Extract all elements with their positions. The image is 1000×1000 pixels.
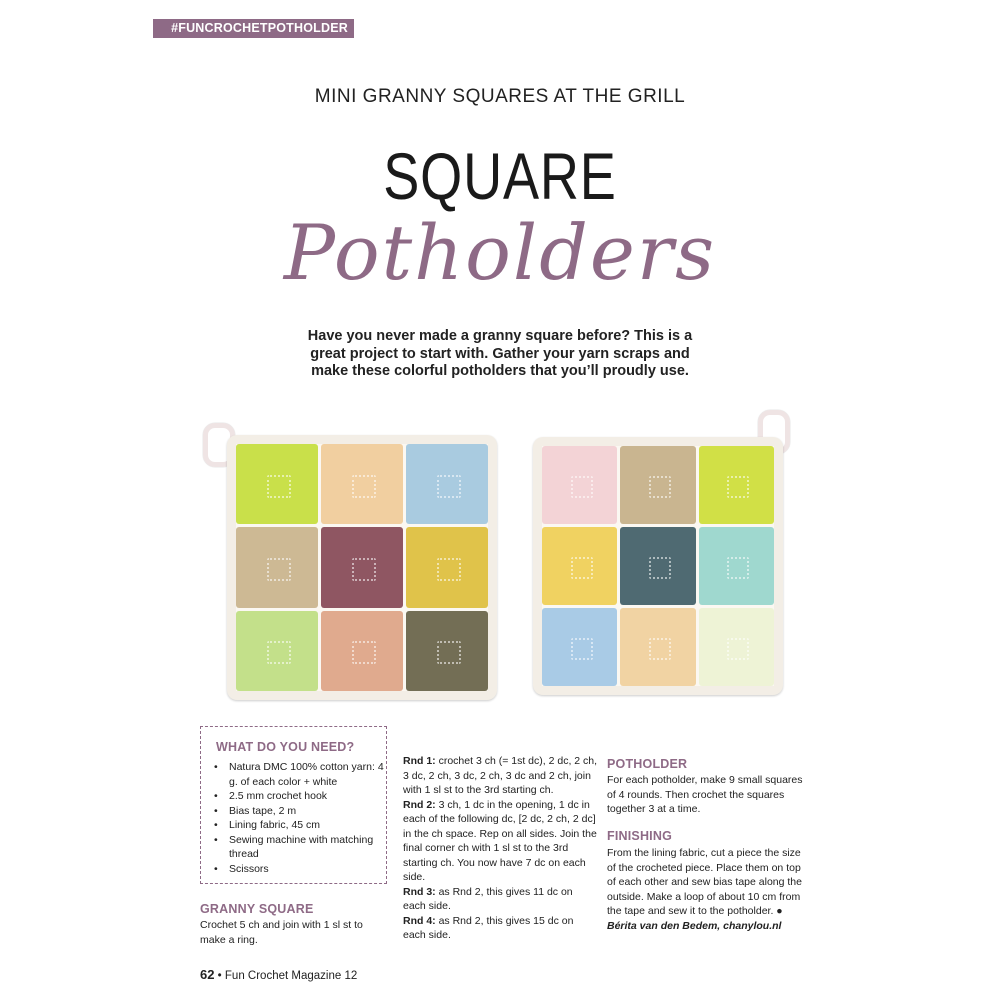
- round-1-text: crochet 3 ch (= 1st dc), 2 dc, 2 ch, 3 dc, 2 ch, 3 dc, 2 ch, 3 dc and 2 ch, join with 1 sl st to the 3rd starting ch.: [403, 755, 598, 796]
- left-potholder-grid: [236, 444, 488, 691]
- right-granny-square-tile: [542, 446, 617, 524]
- right-potholder: [533, 437, 783, 695]
- left-granny-square-tile: [406, 611, 488, 691]
- materials-heading: WHAT DO YOU NEED?: [216, 740, 355, 754]
- granny-square-text: Crochet 5 ch and join with 1 sl st to make a ring.: [200, 919, 363, 946]
- finishing-text-block: [607, 846, 807, 933]
- footer-separator: •: [217, 970, 222, 982]
- left-granny-square-tile: [236, 444, 318, 524]
- left-granny-square-tile: [236, 527, 318, 607]
- granny-square-heading: GRANNY SQUARE: [200, 902, 314, 916]
- round-4-text: as Rnd 2, this gives 15 dc on each side.: [403, 914, 574, 941]
- left-potholder: [227, 435, 497, 700]
- round-2-label: Rnd 2:: [403, 798, 436, 811]
- finishing-heading: FINISHING: [607, 829, 672, 843]
- page-footer: [200, 967, 357, 982]
- left-granny-square-tile: [406, 444, 488, 524]
- right-granny-square-tile: [542, 527, 617, 605]
- list-item: • Lining fabric, 45 cm: [213, 818, 388, 833]
- left-granny-square-tile: [236, 611, 318, 691]
- right-granny-square-tile: [699, 527, 774, 605]
- list-item: • Bias tape, 2 m: [213, 804, 388, 819]
- round-3-text: as Rnd 2, this gives 11 dc on each side.: [403, 885, 573, 912]
- right-granny-square-tile: [699, 608, 774, 686]
- rounds-instructions: [403, 754, 598, 943]
- section-hashtag-label: #FUNCROCHETPOTHOLDER: [153, 19, 354, 38]
- left-granny-square-tile: [321, 527, 403, 607]
- round-3-label: Rnd 3:: [403, 885, 436, 898]
- materials-list: [213, 760, 388, 876]
- page-title-script: Potholders: [283, 208, 717, 297]
- finishing-text: From the lining fabric, cut a piece the size of the crocheted piece. Place them on top of each other and sew bias tape along the outside. Make a loop of about 10 cm from the tape and sew it to the potholder. ●: [607, 847, 802, 917]
- potholders-photo: [195, 405, 805, 705]
- right-granny-square-tile: [699, 446, 774, 524]
- round-1-label: Rnd 1:: [403, 755, 436, 767]
- round-2-text: 3 ch, 1 dc in the opening, 1 dc in each of the following dc, [2 dc, 2 ch, 2 dc] in the ch space. Rep on all sides. Join the final corner ch with 1 sl st to the 3rd starting ch. You now have 7 dc on each side.: [403, 798, 597, 883]
- right-granny-square-tile: [542, 608, 617, 686]
- list-item: • 2.5 mm crochet hook: [213, 789, 388, 804]
- author-credit: Bérita van den Bedem, chanylou.nl: [607, 919, 782, 932]
- potholder-text: For each potholder, make 9 small squares of 4 rounds. Then crochet the squares together 3 at a time.: [607, 774, 803, 815]
- list-item: • Sewing machine with matching thread: [213, 833, 388, 862]
- page-title: SQUARE: [383, 139, 617, 213]
- left-granny-square-tile: [321, 611, 403, 691]
- list-item: • Scissors: [213, 862, 388, 877]
- right-potholder-grid: [542, 446, 774, 686]
- page-number: 62: [200, 967, 215, 982]
- right-granny-square-tile: [620, 527, 695, 605]
- left-granny-square-tile: [406, 527, 488, 607]
- kicker-heading: MINI GRANNY SQUARES AT THE GRILL: [314, 86, 686, 107]
- right-granny-square-tile: [620, 446, 695, 524]
- magazine-name: Fun Crochet Magazine 12: [224, 970, 358, 982]
- potholder-heading: POTHOLDER: [607, 757, 688, 771]
- round-4-label: Rnd 4:: [403, 914, 436, 927]
- right-granny-square-tile: [620, 608, 695, 686]
- intro-paragraph: Have you never made a granny square before? This is a great project to start with. Gather your yarn scraps and make these colorful potholders that you’ll proudly use.: [307, 328, 693, 379]
- left-granny-square-tile: [321, 444, 403, 524]
- list-item: • Natura DMC 100% cotton yarn: 4 g. of each color + white: [213, 760, 388, 789]
